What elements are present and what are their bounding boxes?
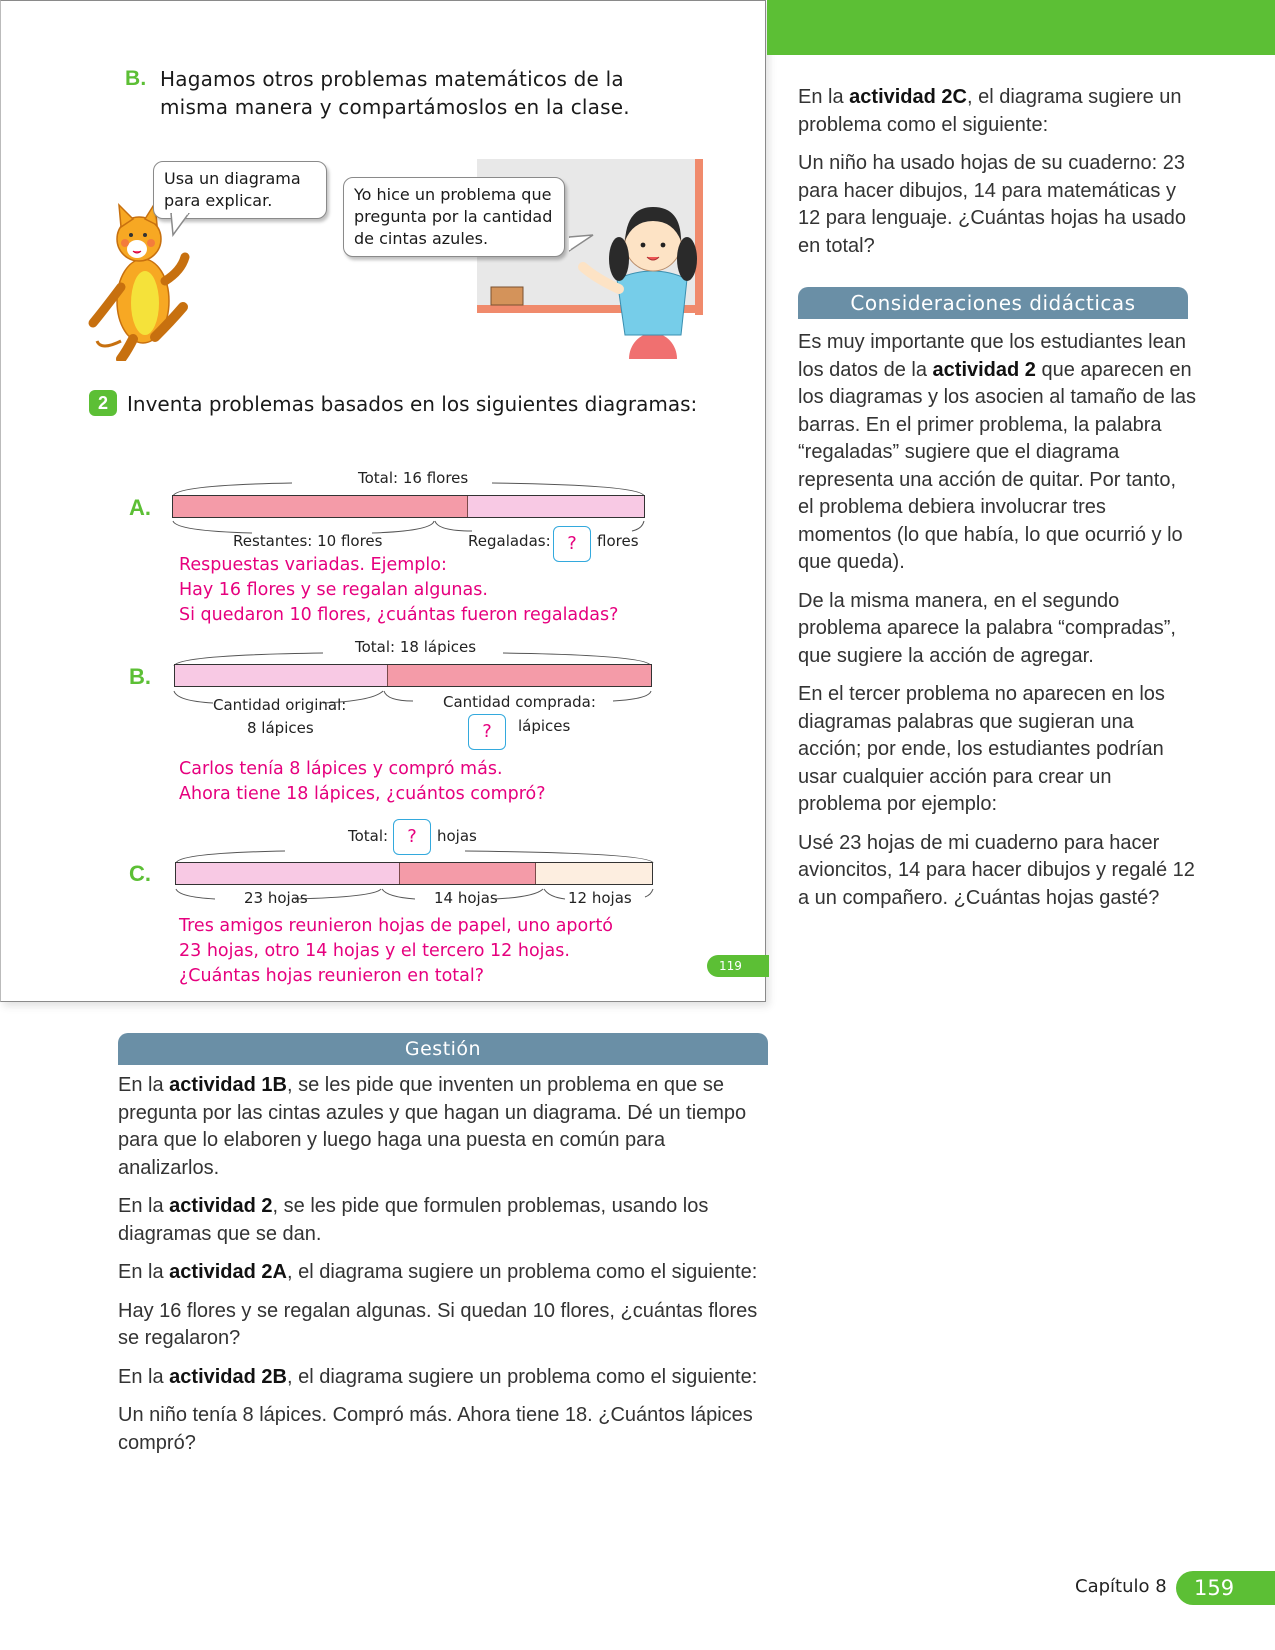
student-page-119 [0,0,766,1002]
diagram-c-unknown-box: ? [393,819,431,855]
diagram-b-segment-original [175,665,387,686]
diagram-c-bar [175,862,653,885]
student-page-number: 119 [707,955,769,977]
answer-line: 23 hojas, otro 14 hojas y el tercero 12 hojas. [179,941,570,961]
diagram-c-label: C. [129,861,151,886]
diagram-a-segment-restantes [173,496,467,517]
consideraciones-header: Consideraciones didácticas [798,287,1188,319]
paragraph: Es muy importante que los estudiantes lean los datos de la actividad 2 que aparecen en los diagramas y los asocien al tamaño de las barras. En el primer problema, la palabra “regaladas” sugiere que el diagrama representa una acción de quitar. Por tanto, el problema debiera involucrar tres momentos (lo que había, lo que ocurrió y lo que queda). [798,331,1196,573]
bold-activity-ref: actividad 2 [169,1195,273,1217]
paragraph: Un niño tenía 8 lápices. Compró más. Ahora tiene 18. ¿Cuántos lápices compró? [118,1404,753,1454]
paragraph: Hay 16 flores y se regalan algunas. Si quedan 10 flores, ¿cuántas flores se regalaron? [118,1299,758,1349]
paragraph: En la actividad 2A, el diagrama sugiere un problema como el siguiente: [118,1261,758,1283]
section-b-text: Hagamos otros problemas matemáticos de la misma manera y compartámoslos en la clase. [160,67,630,119]
bold-activity-ref: actividad 2 [932,358,1036,381]
paragraph: Usé 23 hojas de mi cuaderno para hacer avioncitos, 14 para hacer dibujos y regalé 12 a un compañero. ¿Cuántas hojas gasté? [798,831,1195,909]
footer-page-number: 159 [1176,1571,1275,1605]
diagram-a-segment-regaladas [467,496,644,517]
girl-speech-text: Yo hice un problema que pregunta por la cantidad de cintas azules. [354,185,553,248]
cat-speech-text: Usa un diagrama para explicar. [164,169,301,210]
paragraph: En la actividad 1B, se les pide que inventen un problema en que se pregunta por las cintas azules y que hagan un diagrama. Dé un tiempo para que lo elaboren y luego haga una puesta en común para analizarlos. [118,1074,747,1179]
bold-activity-ref: actividad 1B [169,1074,287,1096]
activity-number-badge: 2 [89,390,117,416]
diagram-b-total: Total: 18 lápices [355,638,477,656]
diagram-c-caption-23: 23 hojas [244,889,308,907]
diagram-a-total: Total: 16 flores [358,469,469,487]
diagram-a-answer [179,553,618,628]
diagram-b-segment-comprada [387,665,651,686]
section-b [125,65,685,121]
answer-line: ¿Cuántas hojas reunieron en total? [179,966,485,986]
answer-line: Carlos tenía 8 lápices y compró más. [179,759,503,779]
chapter-color-band [767,0,1275,55]
diagram-a-unknown-box: ? [553,526,591,562]
diagram-c-caption-14: 14 hojas [434,889,498,907]
activity-title: Inventa problemas basados en los siguientes diagramas: [127,392,698,416]
diagram-c-segment-14 [399,863,535,884]
bold-activity-ref: actividad 2B [169,1365,287,1388]
girl-speech-bubble [343,177,565,257]
diagram-a-caption-unit: flores [597,532,639,550]
diagram-b-caption-original-value: 8 lápices [247,719,314,737]
bold-activity-ref: actividad 2A [169,1261,287,1283]
cat-bubble-tail [169,213,191,237]
diagram-b-label: B. [129,664,151,689]
diagram-c-caption-12: 12 hojas [568,889,632,907]
diagram-a-caption-restantes: Restantes: 10 flores [233,532,383,550]
diagram-c-segment-23 [176,863,399,884]
diagram-c-total-unit: hojas [437,827,477,845]
diagram-b-unknown-box: ? [468,714,506,750]
diagram-a-label: A. [129,495,151,520]
paragraph: De la misma manera, en el segundo problema aparece la palabra “compradas”, que sugiere la acción de agregar. [798,589,1176,667]
diagram-a-bar [172,495,645,518]
right-column [798,84,1196,912]
paragraph: En el tercer problema no aparecen en los diagramas palabras que sugieran una acción; por ende, los estudiantes podrían usar cualquier acción para crear un problema por ejemplo: [798,683,1165,815]
paragraph: En la actividad 2, se les pide que formulen problemas, usando los diagramas que se dan. [118,1195,709,1245]
consideraciones-body [798,329,1196,912]
answer-line: Tres amigos reunieron hojas de papel, uno aportó [179,916,614,936]
gestion-body [118,1072,768,1457]
diagram-c-answer [179,914,613,989]
paragraph: En la actividad 2C, el diagrama sugiere un problema como el siguiente: [798,86,1182,136]
answer-line: Si quedaron 10 flores, ¿cuántas fueron regaladas? [179,605,619,625]
diagram-b-caption-unit: lápices [518,717,571,735]
paragraph: Un niño ha usado hojas de su cuaderno: 23 para hacer dibujos, 14 para matemáticas y 12 para lenguaje. ¿Cuántas hojas ha usado en total? [798,152,1187,257]
diagram-a-caption-regaladas: Regaladas: [468,532,551,550]
diagram-b-bar [174,664,652,687]
activity-2c-intro [798,84,1196,260]
answer-line: Ahora tiene 18 lápices, ¿cuántos compró? [179,784,546,804]
diagram-b-caption-comprada: Cantidad comprada: [443,693,596,711]
diagram-b-answer [179,757,546,807]
section-b-label: B. [125,67,147,90]
answer-line: Respuestas variadas. Ejemplo: [179,555,447,575]
diagram-c-total-prefix: Total: [348,827,389,845]
bold-activity-ref: actividad 2C [849,86,967,108]
paragraph: En la actividad 2B, el diagrama sugiere un problema como el siguiente: [118,1365,758,1388]
footer-chapter: Capítulo 8 [1075,1576,1167,1597]
diagram-b-caption-original: Cantidad original: [213,696,347,714]
diagram-c-segment-12 [535,863,652,884]
answer-line: Hay 16 flores y se regalan algunas. [179,580,488,600]
gestion-header: Gestión [118,1033,768,1065]
cat-speech-bubble [153,161,327,219]
girl-bubble-tail [569,233,595,255]
gestion-section [118,1033,768,1457]
